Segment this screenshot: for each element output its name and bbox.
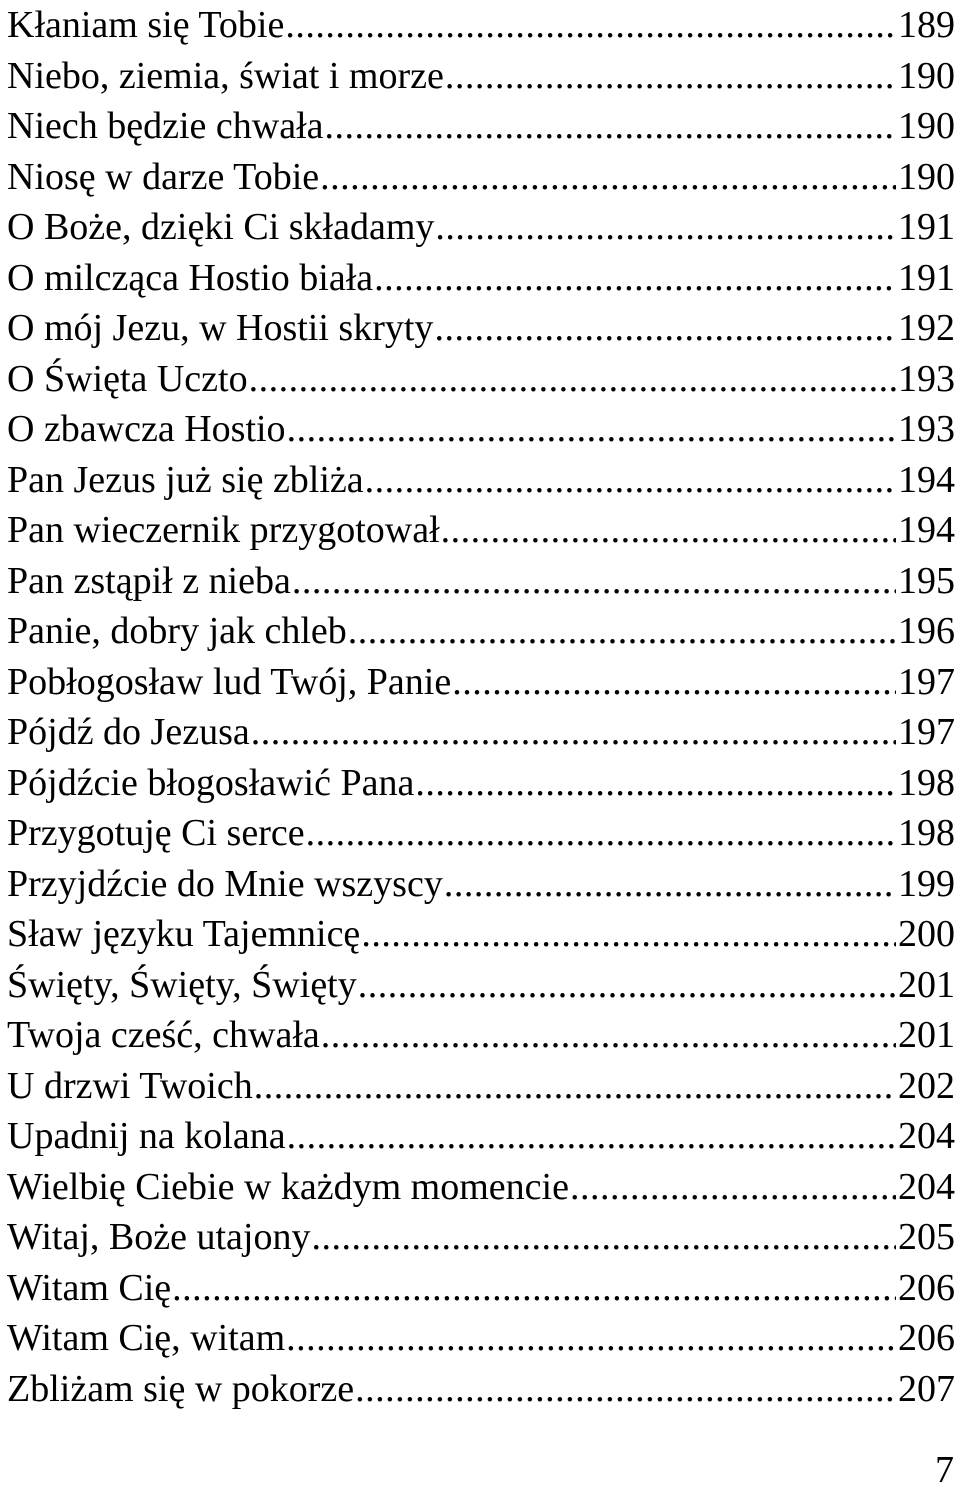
toc-entry-page: 198 [898,761,955,804]
dot-leader [285,0,896,51]
toc-entry-title: Twoja cześć, chwała [7,1014,320,1056]
dot-leader [365,455,896,506]
dot-leader [306,808,896,859]
toc-entry [7,1061,955,1112]
toc-entry-title: Przygotuję Ci serce [7,812,305,854]
toc-entry-page: 195 [898,559,955,602]
dot-leader [249,354,896,405]
toc-entry [7,1263,955,1314]
toc-entry-title: Witaj, Boże utajony [7,1216,311,1258]
toc-entry [7,758,955,809]
toc-entry-page: 207 [898,1367,955,1410]
toc-entry [7,1364,955,1415]
toc-entry [7,51,955,102]
toc-entry-page: 206 [898,1317,955,1359]
dot-leader [286,1313,896,1364]
dot-leader [441,505,896,556]
toc-entry [7,1010,955,1061]
page-number: 7 [935,1449,954,1491]
toc-entry [7,1313,955,1364]
toc-entry-page: 204 [898,1165,955,1208]
toc-entry-page: 201 [898,963,955,1006]
toc-entry-page: 190 [898,105,955,147]
toc-entry-title: Upadnij na kolana [7,1115,286,1157]
toc-entry-page: 205 [898,1216,955,1258]
toc-entry-title: Witam Cię, witam [7,1317,286,1359]
toc-entry-title: Pójdź do Jezusa [7,711,250,753]
toc-entry-title: Panie, dobry jak chleb [7,610,347,652]
toc-entry-page: 194 [898,509,955,551]
toc-entry-page: 196 [898,610,955,652]
toc-entry-title: Niech będzie chwała [7,105,324,147]
toc-entry-title: O Święta Uczto [7,357,248,400]
toc-entry-page: 192 [898,307,955,349]
dot-leader [320,152,896,203]
dot-leader [444,859,896,910]
dot-leader [325,101,897,152]
toc-entry-title: Zbliżam się w pokorze [7,1367,355,1410]
toc-entry [7,707,955,758]
toc-entry [7,606,955,657]
toc-entry-title: Kłaniam się Tobie [7,4,285,46]
toc-entry-title: Witam Cię [7,1266,172,1309]
toc-entry [7,404,955,455]
toc-entry-page: 200 [898,913,955,955]
toc-entry-page: 190 [898,155,955,198]
dot-leader [374,253,896,304]
toc-entry-page: 189 [898,4,955,46]
dot-leader [292,556,896,607]
toc-entry [7,303,955,354]
toc-entry-page: 204 [898,1115,955,1157]
dot-leader [358,960,896,1011]
toc-entry-title: Pan wieczernik przygotował [7,509,440,551]
toc-entry-title: Pobłogosław lud Twój, Panie [7,660,452,703]
dot-leader [348,606,896,657]
dot-leader [311,1212,896,1263]
toc-entry-page: 202 [898,1064,955,1107]
toc-entry-page: 198 [898,812,955,854]
toc-entry-title: Niebo, ziemia, świat i morze [7,54,444,97]
table-of-contents [7,0,955,1414]
dot-leader [570,1162,896,1213]
toc-entry [7,0,955,51]
toc-entry [7,455,955,506]
dot-leader [254,1061,896,1112]
toc-entry-title: Pan Jezus już się zbliża [7,458,364,501]
toc-entry [7,657,955,708]
toc-entry-title: O Boże, dzięki Ci składamy [7,206,435,248]
toc-entry-title: U drzwi Twoich [7,1064,253,1107]
toc-entry-page: 193 [898,357,955,400]
toc-entry-title: Sław języku Tajemnicę [7,913,361,955]
toc-entry [7,960,955,1011]
toc-entry-page: 199 [898,862,955,905]
dot-leader [321,1010,896,1061]
toc-entry-title: Przyjdźcie do Mnie wszyscy [7,862,443,905]
toc-entry-page: 194 [898,458,955,501]
toc-entry [7,556,955,607]
toc-entry [7,202,955,253]
dot-leader [435,202,896,253]
toc-entry-title: Niosę w darze Tobie [7,155,320,198]
dot-leader [445,51,896,102]
dot-leader [361,909,896,960]
toc-entry-page: 191 [898,206,955,248]
toc-entry-page: 190 [898,54,955,97]
toc-entry-title: Święty, Święty, Święty [7,963,357,1006]
toc-entry-page: 193 [898,408,955,450]
dot-leader [434,303,896,354]
toc-entry [7,1111,955,1162]
toc-entry-page: 191 [898,256,955,299]
toc-entry-title: Wielbię Ciebie w każdym momencie [7,1165,569,1208]
toc-entry [7,354,955,405]
toc-entry-page: 206 [898,1266,955,1309]
toc-entry [7,859,955,910]
toc-entry [7,253,955,304]
dot-leader [415,758,896,809]
toc-entry-title: O mój Jezu, w Hostii skryty [7,307,434,349]
toc-entry [7,909,955,960]
dot-leader [355,1364,896,1415]
toc-entry-page: 197 [898,711,955,753]
dot-leader [287,1111,896,1162]
toc-entry-title: Pan zstąpił z nieba [7,559,291,602]
dot-leader [251,707,896,758]
toc-entry [7,101,955,152]
toc-entry-page: 197 [898,660,955,703]
toc-entry-title: O milcząca Hostio biała [7,256,374,299]
dot-leader [452,657,896,708]
toc-entry [7,1212,955,1263]
toc-entry [7,152,955,203]
toc-entry [7,1162,955,1213]
dot-leader [287,404,896,455]
toc-entry-title: Pójdźcie błogosławić Pana [7,761,415,804]
dot-leader [172,1263,896,1314]
toc-entry [7,505,955,556]
toc-entry-page: 201 [898,1014,955,1056]
toc-entry-title: O zbawcza Hostio [7,408,286,450]
toc-entry [7,808,955,859]
